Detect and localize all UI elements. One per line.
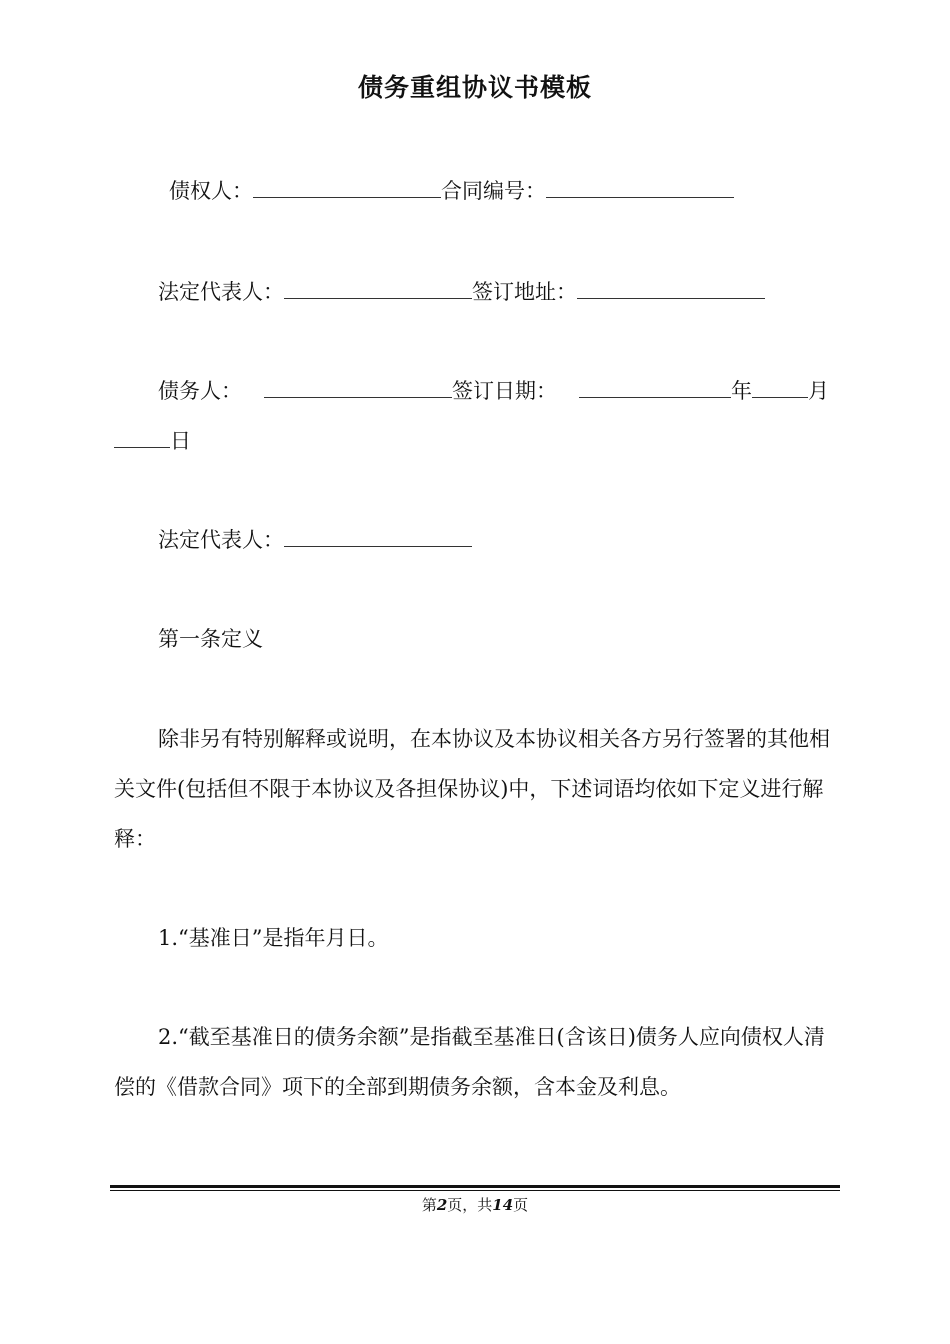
article-1-intro: 除非另有特别解释或说明，在本协议及本协议相关各方另行签署的其他相关文件(包括但不限于本协议及各担保协议)中，下述词语均依如下定义进行解释： [114,727,830,851]
footer-suffix: 页 [513,1196,529,1214]
year-label: 年 [731,379,752,403]
clause-1: 1.“基准日”是指年月日。 [158,926,389,950]
debtor-blank[interactable] [264,377,452,398]
legal-rep-blank-2[interactable] [284,526,472,547]
debtor-label: 债务人： [158,379,242,403]
legal-rep-label-2: 法定代表人： [158,528,284,552]
sign-date-label: 签订日期： [452,379,557,403]
day-line [114,416,839,466]
contract-no-blank[interactable] [546,177,734,198]
debtor-line [114,366,883,416]
creditor-blank[interactable] [253,177,441,198]
contract-no-label: 合同编号： [441,179,546,203]
footer-prefix: 第 [421,1196,437,1214]
creditor-label: 债权人： [169,179,253,203]
month-blank[interactable] [752,377,808,398]
sign-address-blank[interactable] [577,278,765,299]
day-label: 日 [170,429,191,453]
article-1-heading: 第一条定义 [158,627,263,651]
document-title: 债务重组协议书模板 [357,73,592,102]
footer-total-pages: 14 [492,1196,514,1214]
month-label: 月 [808,379,829,403]
legal-rep-label-1: 法定代表人： [158,280,284,304]
clause-2: 2.“截至基准日的债务余额”是指截至基准日(含该日)债务人应向债权人清偿的《借款合同》项下的全部到期债务余额，含本金及利息。 [114,1025,825,1099]
day-blank[interactable] [114,427,170,448]
page-footer [0,1194,950,1215]
footer-rule-thin [110,1190,840,1191]
footer-page-number: 2 [436,1196,448,1214]
footer-mid: 页，共 [447,1196,493,1214]
footer-rule-thick [110,1185,840,1188]
legal-rep-line-2 [114,515,883,565]
legal-rep-line-1 [114,267,883,317]
year-blank[interactable] [579,377,731,398]
sign-address-label: 签订地址： [472,280,577,304]
creditor-line [114,166,839,216]
legal-rep-blank-1[interactable] [284,278,472,299]
